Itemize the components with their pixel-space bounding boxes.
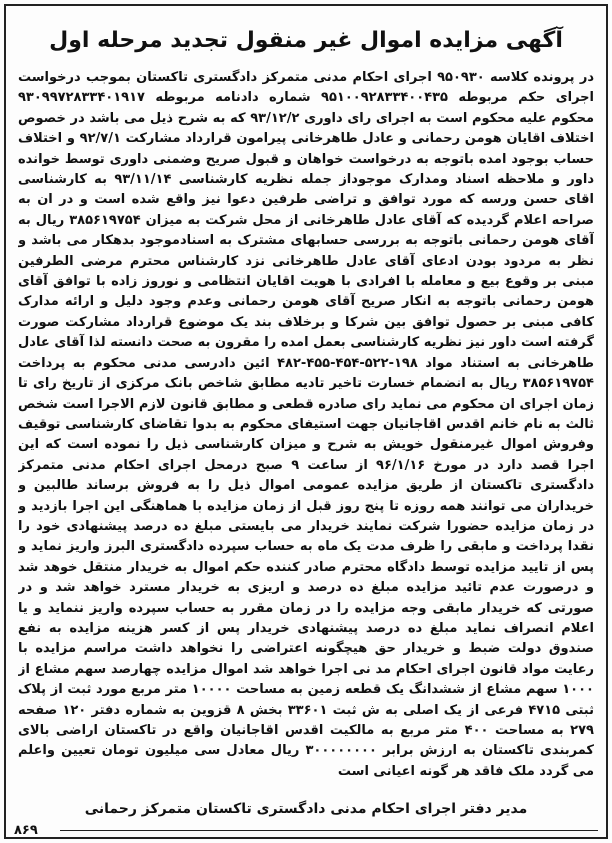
bottom-divider	[60, 830, 598, 831]
notice-signature: مدیر دفتر اجرای احکام مدنی دادگستری تاکستان متمرکز رحمانی	[84, 801, 528, 817]
notice-body: در پرونده کلاسه ۹۵۰۹۳۰ اجرای احکام مدنی متمرکز دادگستری تاکستان بموجب درخواست اجرای حکم مربوطه ۹۵۱۰۰۹۲۸۳۳۴۰۰۴۳۵ شماره دادنامه مربوطه ۹۳۰۹۹۷۲۸۳۳۴۰۱۹۱۷ محکوم علیه محکوم است به اجرای رای داوری ۹۳/۱۲/۲ که به شرح ذیل می باشد در خصوص اختلاف اقایان هومن رحمانی و عادل طاهرخانی پیرامون قرارداد مشارکت ۹۲/۷/۱ و اختلاف حساب بوجود امده باتوجه به درخواست خواهان و قبول صریح وضمنی داوری توسط خوانده داور و ملاحظه اسناد ومدارک موجوداز جمله نظریه کارشناسی ۹۳/۱۱/۱۴ به کارشناسی اقای حسن ورسه که مورد توافق و تراضی طرفین دعوا نیز واقع شده است و در ان به صراحه اعلام گردیده که آقای عادل طاهرخانی از محل شرکت به میزان ۳۸۵۶۱۹۷۵۴ ریال به آقای هومن رحمانی باتوجه به بررسی حسابهای مشترک به اسنادموجود بدهکار می باشد و نظر به مردود بودن ادعای آقای عادل طاهرخانی نزد کارشناس محترم مرضی الطرفین مبنی بر وقوع بیع و معامله با افرادی با هویت اقایان انتظامی و نوروز زاده با توافق آقای هومن رحمانی باتوجه به انکار صریح آقای هومن رحمانی وعدم وجود دلیل و ارائه مدارک کافی مبنی بر حصول توافق بین شرکا و برخلاف بند یک موضوع قرارداد مشارکت صورت گرفته است داور نیز نظریه کارشناسی بعمل امده را مقرون به صحت دانسته لذا آقای عادل طاهرخانی به استناد مواد ۱۹۸-۵۲۲-۴۵۴-۴۵۵-۴۸۲ ائین دادرسی مدنی محکوم به پرداخت ۳۸۵۶۱۹۷۵۴ ریال به انضمام خسارت تاخیر تادیه مطابق شاخص بانک مرکزی از تاریخ رای تا زمان اجرای ان محکوم می نماید رای صادره قطعی و مطابق قانون لازم الاجرا است شخص ثالث به نام خانم اقدس اقاجانیان جهت استیفای محکوم به بدوا تقاضای کارشناسی توقیف وفروش اموال غیرمنقول خویش به شرح و میزان کارشناسی ذیل را نموده است که این اجرا قصد دارد در مورخ ۹۶/۱/۱۶ از ساعت ۹ صبح درمحل اجرای احکام مدنی متمرکز دادگستری تاکستان از طریق مزایده عمومی اموال ذیل را به فروش برساند طالبین و خریداران می توانند همه روزه تا پنج روز قبل از زمان مزایده با هماهنگی این اجرا بازدید و در زمان مزایده حضورا شرکت نمایند خریدار می بایستی مبلغ ده درصد پیشنهادی خود را نقدا پرداخت و مابقی را ظرف مدت یک ماه به حساب سپرده دادگستری البرز واریز نماید و پس از تایید مزایده توسط دادگاه محترم صادر کننده حکم اموال به خریدار منتقل خوهد شد و درصورت عدم تائید مزایده مبلغ ده درصد و اریزی به خریدار مسترد خواهد شد و در صورتی که خریدار مابقی وجه مزایده را در زمان مقرر به حساب سپرده واریز ننماید و یا اعلام انصراف نماید مبلغ ده درصد پیشنهادی خریدار پس از کسر هزینه مزایده به نفع صندوق دولت ضبط و خریدار حق هیچگونه اعتراضی را نخواهد داشت مراسم مزایده با رعایت مواد قانون اجرای احکام مد نی اجرا خواهد شد اموال مزایده چهارصد سهم مشاع از ۱۰۰۰ سهم مشاع از ششدانگ یک قطعه زمین به مساحت ۱۰۰۰۰ متر مربع مورد ثبت از پلاک ثبتی ۴۷۱۵ فرعی از یک اصلی به ش ثبت ۳۳۶۰۱ بخش ۸ قزوین به شماره دفتر ۱۲۰ صفحه ۲۷۹ به مساحت ۴۰۰ متر مربع به مالکیت اقدس اقاجانیان واقع در تاکستان اراضی بالای کمربندی تاکستان به ارزش برابر ۳۰۰۰۰۰۰۰۰ ریال معادل سی میلیون تومان تعیین واعلم می گردد ملک فاقد هر گونه اعیانی است	[18, 70, 594, 779]
notice-title: آگهی مزایده اموال غیر منقول تجدید مرحله اول	[49, 28, 563, 53]
ad-code: ۸۶۹	[14, 823, 38, 838]
